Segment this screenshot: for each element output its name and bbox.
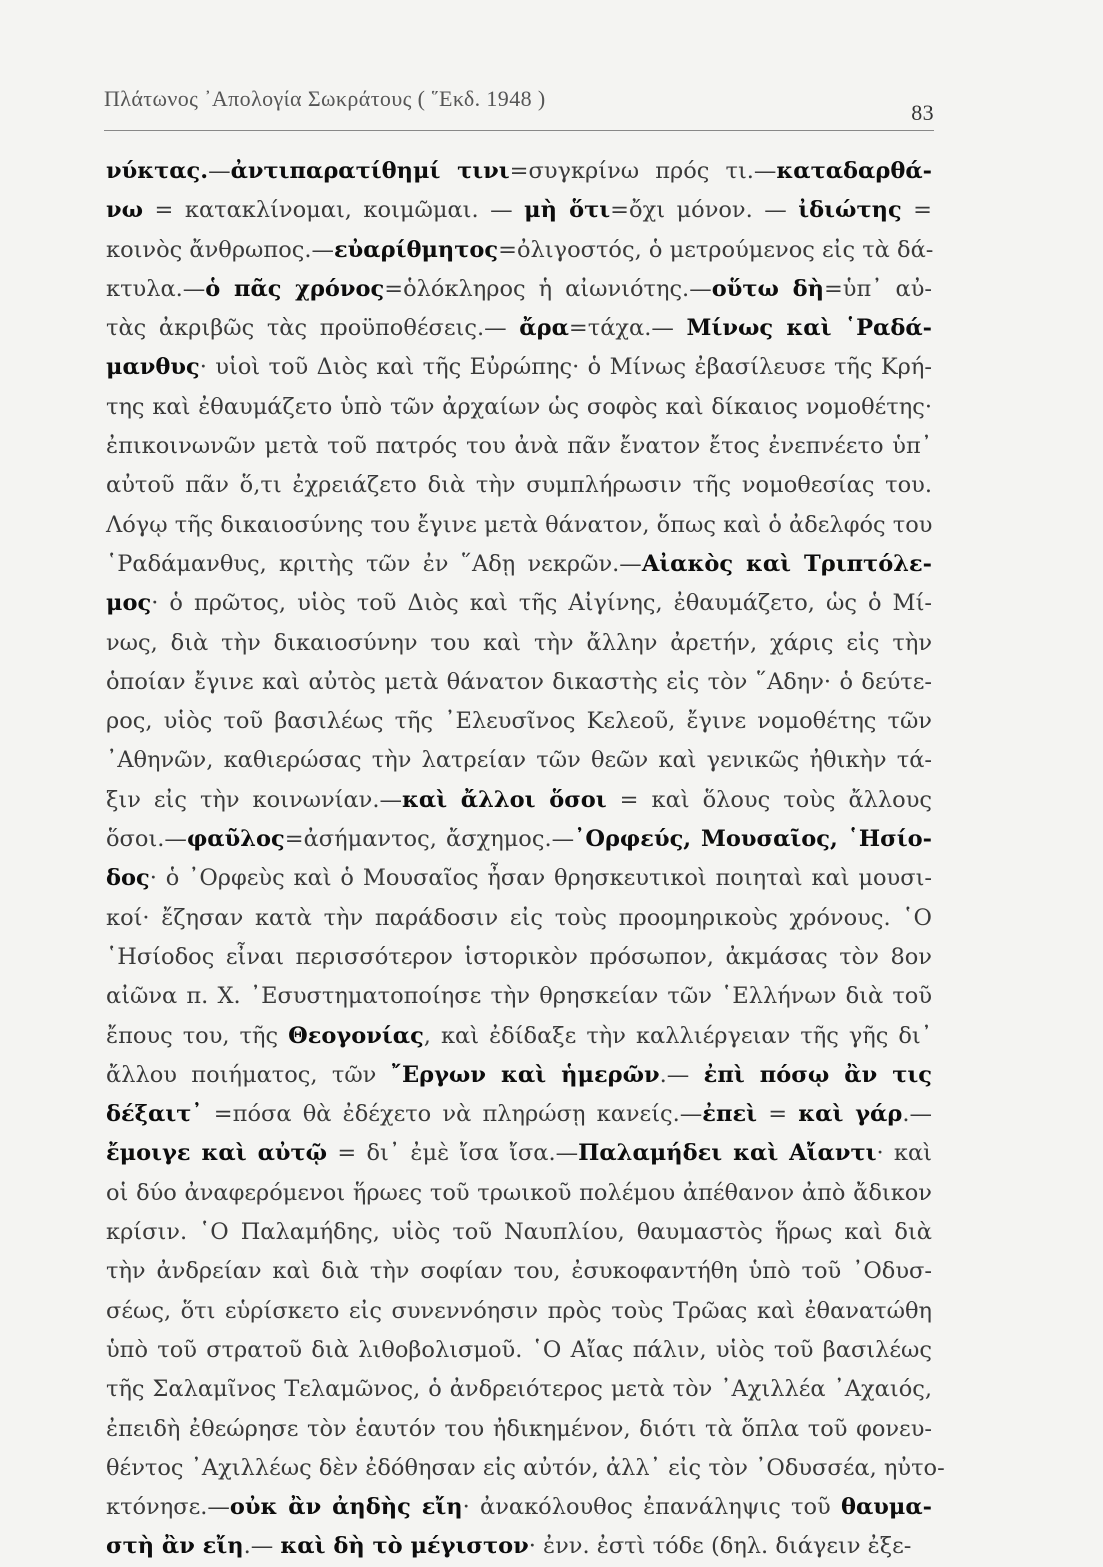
lemma-term: ἄρα xyxy=(519,315,569,342)
gloss-text: ᾿Αθηνῶν, καθιερώσας τὴν λατρείαν τῶν θεῶν καὶ γενικῶς ἠθικὴν τά- xyxy=(106,747,932,774)
gloss-text: =συγκρίνω πρός τι.— xyxy=(509,158,777,184)
text-line xyxy=(106,191,932,230)
gloss-text: ἐπικοινωνῶν μετὰ τοῦ πατρός του ἀνὰ πᾶν ἔνατον ἔτος ἐνεπνέετο ὑπ᾽ xyxy=(106,433,932,460)
gloss-text: κτόνησε.— xyxy=(106,1494,230,1521)
lemma-term: Αἰακὸς καὶ Τριπτόλε- xyxy=(641,550,933,577)
text-line xyxy=(106,427,932,466)
gloss-text: · ἀνακόλουθος ἐπανάληψις τοῦ xyxy=(462,1494,841,1521)
gloss-text: κρίσιν. ῾Ο Παλαμήδης, υἱὸς τοῦ Ναυπλίου, θαυμαστὸς ἥρως καὶ διὰ xyxy=(106,1219,932,1246)
lemma-term: εὐαρίθμητος xyxy=(334,236,499,263)
lemma-term: δος xyxy=(106,865,150,892)
gloss-text: · ἐνν. ἐστὶ τόδε (δηλ. διάγειν ἐξε- xyxy=(528,1533,912,1560)
gloss-text: = κατακλίνομαι, κοιμῶμαι. — xyxy=(143,197,525,224)
text-line xyxy=(106,1488,932,1527)
lemma-term: καὶ δὴ τὸ μέγιστον xyxy=(280,1533,529,1560)
gloss-text: · υἱοὶ τοῦ Διὸς καὶ τῆς Εὐρώπης· ὁ Μίνως ἐβασίλευσε τῆς Κρή- xyxy=(199,354,932,381)
gloss-text: ἄλλου ποιήματος, τῶν xyxy=(106,1061,391,1088)
text-line xyxy=(106,624,932,663)
gloss-text: =τάχα.— xyxy=(568,315,687,342)
gloss-text: σέως, ὅτι εὑρίσκετο εἰς συνεννόησιν πρὸς τοὺς Τρῶας καὶ ἐθανατώθη xyxy=(106,1297,932,1324)
text-line xyxy=(106,1174,932,1213)
gloss-text: οἱ δύο ἀναφερόμενοι ἥρωες τοῦ τρωικοῦ πολέμου ἀπέθανον ἀπὸ ἄδικον xyxy=(106,1179,932,1206)
gloss-text: =ὄχι μόνον. — xyxy=(610,197,799,224)
gloss-text: ἔπους του, τῆς xyxy=(106,1022,289,1049)
text-line xyxy=(106,977,932,1016)
text-line xyxy=(106,1292,932,1331)
lemma-term: ἔμοιγε καὶ αὐτῷ xyxy=(106,1140,328,1167)
gloss-text: αἰῶνα π. Χ. ᾿Εσυστηματοποίησε τὴν θρησκείαν τῶν ῾Ελλήνων διὰ τοῦ xyxy=(106,983,932,1010)
lemma-term: φαῦλος xyxy=(186,826,285,853)
page-number: 83 xyxy=(911,100,934,125)
gloss-text: , καὶ ἐδίδαξε τὴν καλλιέργειαν τῆς γῆς δι᾽ xyxy=(423,1022,933,1049)
text-line xyxy=(106,1056,932,1095)
gloss-text: ὑπὸ τοῦ στρατοῦ διὰ λιθοβολισμοῦ. ῾Ο Αἴας πάλιν, υἱὸς τοῦ βασιλέως xyxy=(106,1336,932,1363)
lemma-term: μος xyxy=(106,590,152,617)
lemma-term: Παλαμήδει καὶ Αἴαντι xyxy=(578,1140,877,1167)
running-title: Πλάτωνος ᾿Απολογία Σωκράτους ( ῞Εκδ. 1948 ) xyxy=(104,86,546,111)
gloss-text: ρος, υἱὸς τοῦ βασιλέως τῆς ᾿Ελευσῖνος Κελεοῦ, ἔγινε νομοθέτης τῶν xyxy=(106,708,932,735)
lemma-term: ἐπεὶ xyxy=(702,1101,758,1128)
text-line xyxy=(106,859,932,898)
text-line xyxy=(106,1095,932,1134)
lemma-term: νύκτας. xyxy=(106,158,209,184)
gloss-text: ῾Ησίοδος εἶναι περισσότερον ἱστορικὸν πρόσωπον, ἀκμάσας τὸν 8ον xyxy=(106,943,932,970)
lemma-term: οὐκ ἂν ἀηδὴς εἴη xyxy=(229,1494,463,1521)
gloss-text: ξιν εἰς τὴν κοινωνίαν.— xyxy=(106,786,403,813)
lemma-term: ᾿Ορφεύς, Μουσαῖος, ῾Ησίο- xyxy=(574,826,932,853)
gloss-text: · ὁ πρῶτος, υἱὸς τοῦ Διὸς καὶ τῆς Αἰγίνης, ἐθαυμάζετο, ὡς ὁ Μί- xyxy=(151,590,932,617)
text-line xyxy=(106,1331,932,1370)
text-line xyxy=(106,545,932,584)
text-line xyxy=(106,820,932,859)
text-line xyxy=(106,1527,932,1566)
text-line xyxy=(106,899,932,938)
gloss-text: ὅσοι.— xyxy=(106,826,187,853)
lemma-term: οὕτω δὴ xyxy=(711,275,824,302)
text-line xyxy=(106,1370,932,1409)
gloss-text: τὴν ἀνδρείαν καὶ διὰ τὴν σοφίαν του, ἐσυκοφαντήθη ὑπὸ τοῦ ᾿Οδυσ- xyxy=(106,1258,932,1285)
gloss-text: κοί· ἔζησαν κατὰ τὴν παράδοσιν εἰς τοὺς προομηρικοὺς χρόνους. ῾Ο xyxy=(106,904,932,931)
text-line xyxy=(106,466,932,505)
lemma-term: Μίνως καὶ ῾Ραδά- xyxy=(686,315,932,342)
text-line xyxy=(106,152,932,191)
lemma-term: Θεογονίας xyxy=(288,1022,424,1049)
header-rule xyxy=(104,130,934,131)
text-line xyxy=(106,1449,945,1488)
text-line xyxy=(106,1213,932,1252)
gloss-text: =ἀσήμαντος, ἄσχημος.— xyxy=(284,826,575,853)
gloss-text: ὁποίαν ἔγινε καὶ αὐτὸς μετὰ θάνατον δικαστὴς εἰς τὸν ῞Αδην· ὁ δεύτε- xyxy=(106,668,932,695)
gloss-text: .— xyxy=(243,1533,281,1560)
gloss-text: τῆς Σαλαμῖνος Τελαμῶνος, ὁ ἀνδρειότερος μετὰ τὸν ᾿Αχιλλέα ᾿Αχαιός, xyxy=(106,1376,932,1403)
lemma-term: ἰδιώτης xyxy=(798,197,902,224)
lemma-term: ἀντιπαρατίθημί τινι xyxy=(230,158,510,184)
text-line xyxy=(106,348,932,387)
lemma-term: δέξαιτ᾽ xyxy=(106,1101,203,1128)
lemma-term: θαυμα- xyxy=(840,1494,932,1521)
lemma-term: ῎Εργων καὶ ἡμερῶν xyxy=(390,1061,660,1088)
lemma-term: ἐπὶ πόσῳ ἂν τις xyxy=(703,1061,932,1088)
gloss-text: τὰς ἀκριβῶς τὰς προϋποθέσεις.— xyxy=(106,315,520,342)
lemma-term: νω xyxy=(106,197,144,224)
gloss-text: =ὁλόκληρος ἡ αἰωνιότης.— xyxy=(384,275,712,302)
gloss-text: ἐπειδὴ ἐθεώρησε τὸν ἑαυτόν του ἠδικημένον, διότι τὰ ὅπλα τοῦ φονευ- xyxy=(106,1415,932,1442)
text-line xyxy=(106,270,932,309)
text-line xyxy=(106,388,932,427)
running-header xyxy=(104,86,934,125)
gloss-text: ῾Ραδάμανθυς, κριτὴς τῶν ἐν ῞Αδῃ νεκρῶν.— xyxy=(106,550,642,577)
gloss-text: · ὁ ᾿Ορφεὺς καὶ ὁ Μουσαῖος ἦσαν θρησκευτικοὶ ποιηταὶ καὶ μουσι- xyxy=(149,865,932,892)
text-line xyxy=(106,231,932,270)
lemma-term: καὶ γάρ xyxy=(798,1101,903,1128)
text-line xyxy=(106,1017,932,1056)
gloss-text: = καὶ ὅλους τοὺς ἄλλους xyxy=(606,786,932,813)
gloss-text: =πόσα θὰ ἐδέχετο νὰ πληρώσῃ κανείς.— xyxy=(202,1101,703,1128)
text-line xyxy=(106,1252,932,1291)
lemma-term: καταδαρθά- xyxy=(776,158,932,184)
gloss-text: κτυλα.— xyxy=(106,275,206,302)
gloss-text: .— xyxy=(659,1061,704,1088)
gloss-text: =ὀλιγοστός, ὁ μετρούμενος εἰς τὰ δά- xyxy=(498,236,934,263)
text-line xyxy=(106,702,932,741)
text-line xyxy=(106,584,932,623)
lemma-term: στὴ ἂν εἴη xyxy=(106,1533,244,1560)
text-line xyxy=(106,1410,932,1449)
lemma-term: μὴ ὅτι xyxy=(524,197,611,224)
gloss-text: = δι᾽ ἐμὲ ἴσα ἴσα.— xyxy=(327,1140,579,1167)
gloss-text: κοινὸς ἄνθρωπος.— xyxy=(106,236,334,263)
gloss-text: — xyxy=(208,158,231,184)
gloss-text: νως, διὰ τὴν δικαιοσύνην του καὶ τὴν ἄλλην ἀρετήν, χάρις εἰς τὴν xyxy=(106,629,932,656)
gloss-text: = xyxy=(757,1101,799,1128)
text-line xyxy=(106,506,932,545)
text-line xyxy=(106,663,932,702)
gloss-text: = xyxy=(901,197,932,224)
commentary-text xyxy=(106,152,945,1567)
gloss-text: · καὶ xyxy=(876,1140,932,1167)
gloss-text: =ὑπ᾽ αὐ- xyxy=(823,275,932,302)
text-line xyxy=(106,1134,932,1173)
text-line xyxy=(106,938,932,977)
lemma-term: καὶ ἄλλοι ὅσοι xyxy=(402,786,607,813)
text-line xyxy=(106,781,932,820)
gloss-text: Λόγῳ τῆς δικαιοσύνης του ἔγινε μετὰ θάνατον, ὅπως καὶ ὁ ἀδελφός του xyxy=(106,511,933,538)
gloss-text: θέντος ᾿Αχιλλέως δὲν ἐδόθησαν εἰς αὐτόν, ἀλλ᾽ εἰς τὸν ᾿Οδυσσέα, ηὐτο- xyxy=(106,1454,945,1481)
lemma-term: μανθυς xyxy=(106,354,200,381)
text-line xyxy=(106,741,932,780)
gloss-text: αὐτοῦ πᾶν ὅ,τι ἐχρειάζετο διὰ τὴν συμπλήρωσιν τῆς νομοθεσίας του. xyxy=(106,472,932,499)
gloss-text: .— xyxy=(902,1101,932,1128)
lemma-term: ὁ πᾶς χρόνος xyxy=(205,275,385,302)
gloss-text: της καὶ ἐθαυμάζετο ὑπὸ τῶν ἀρχαίων ὡς σοφὸς καὶ δίκαιος νομοθέτης· xyxy=(106,393,932,420)
text-line xyxy=(106,309,932,348)
